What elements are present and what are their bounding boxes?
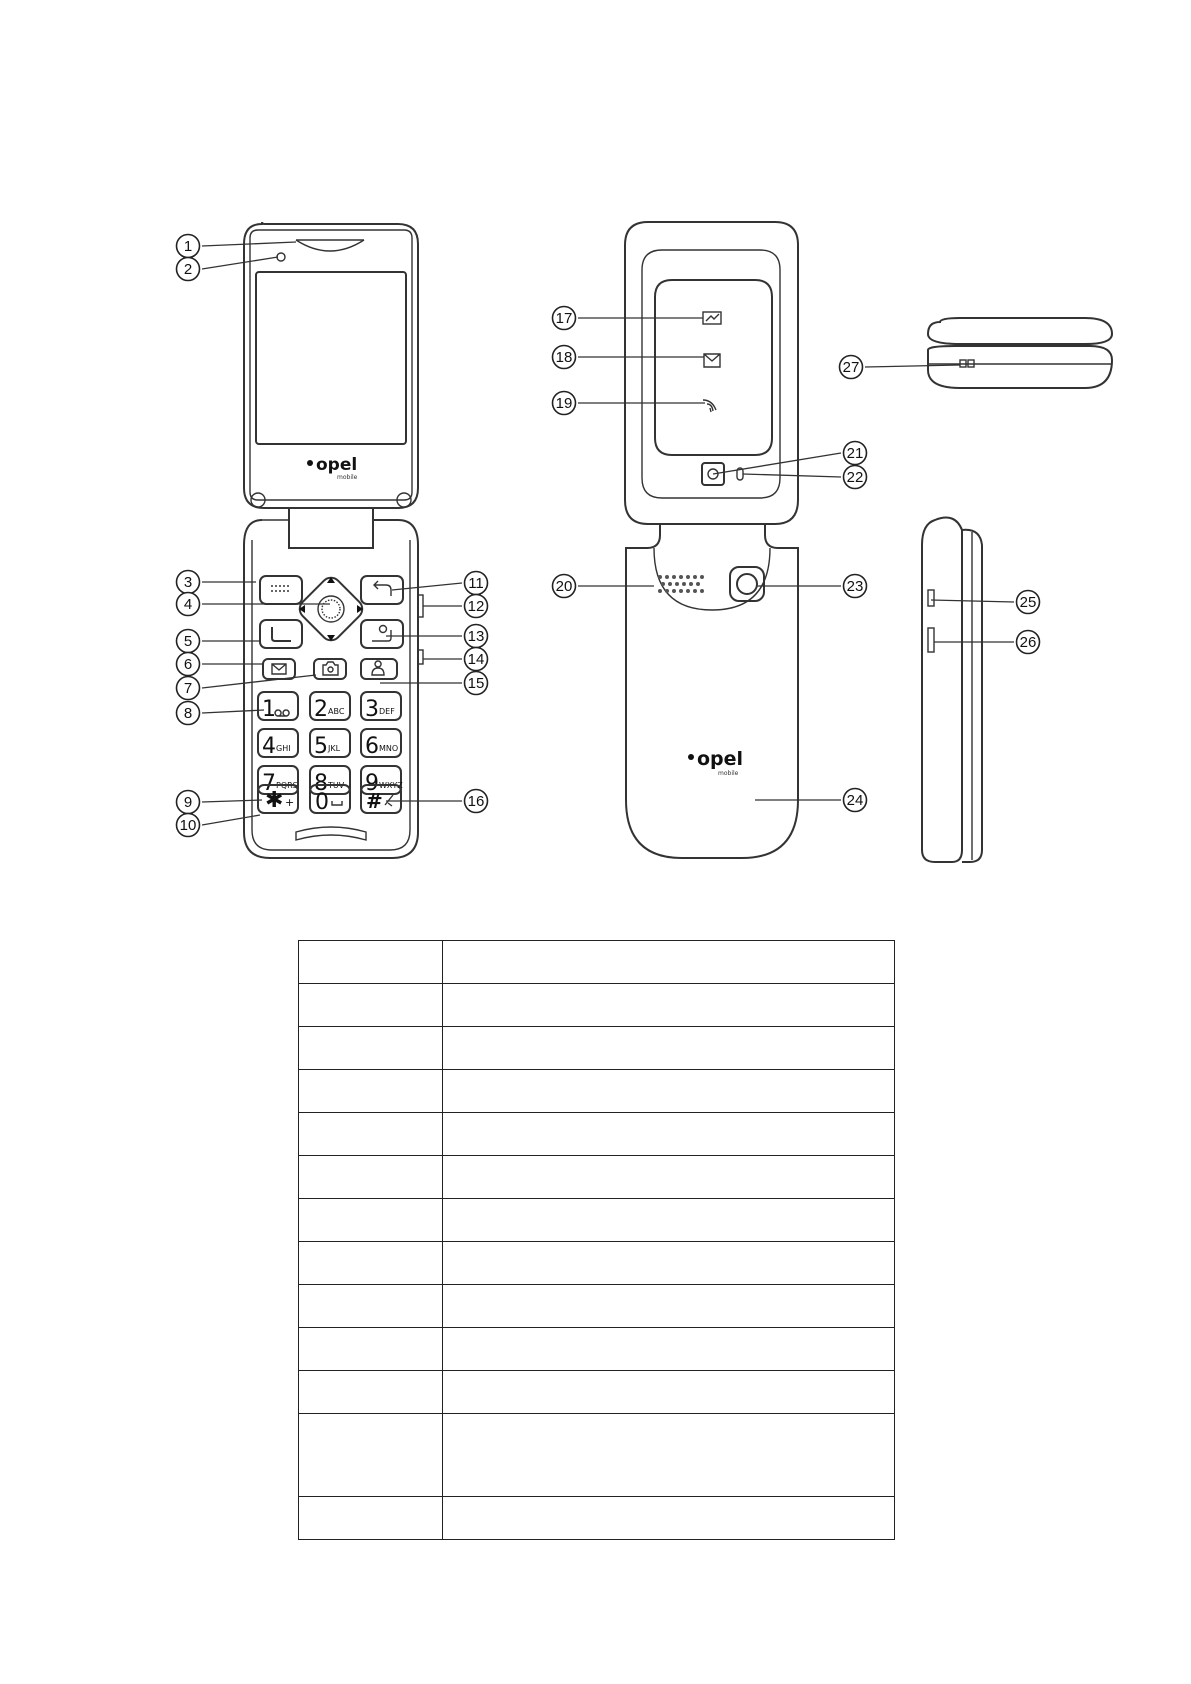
svg-text:9: 9 <box>183 794 193 811</box>
table-cell-number <box>299 1285 443 1328</box>
envelope-icon <box>272 664 286 674</box>
svg-text:8: 8 <box>183 705 193 722</box>
table-row <box>299 1328 895 1371</box>
table-cell-description <box>443 1027 895 1070</box>
callout-25 <box>1017 591 1040 614</box>
front-view <box>244 222 423 858</box>
callout-10 <box>177 814 200 837</box>
table-cell-number <box>299 984 443 1027</box>
table-cell-description <box>443 1156 895 1199</box>
callout-17 <box>553 307 576 330</box>
table-cell-number <box>299 1497 443 1540</box>
svg-text:27: 27 <box>842 359 860 376</box>
rear-camera <box>730 567 764 601</box>
table-row <box>299 1285 895 1328</box>
callout-19 <box>553 392 576 415</box>
svg-text:10: 10 <box>179 817 197 834</box>
svg-text:2: 2 <box>183 261 193 278</box>
table-cell-number <box>299 1156 443 1199</box>
key-digit: 9 <box>365 771 379 796</box>
table-row <box>299 1371 895 1414</box>
table-cell-number <box>299 1027 443 1070</box>
table-cell-description <box>443 1371 895 1414</box>
call-key[interactable] <box>260 620 302 648</box>
svg-text:6: 6 <box>183 656 193 673</box>
table-row <box>299 941 895 984</box>
camera-icon <box>323 662 338 675</box>
table-row <box>299 1113 895 1156</box>
svg-text:16: 16 <box>467 793 485 810</box>
svg-text:11: 11 <box>468 575 484 592</box>
key-letters: WXYZ <box>379 781 403 790</box>
callout-3 <box>177 571 200 594</box>
key-3[interactable] <box>361 692 401 722</box>
table-row <box>299 1242 895 1285</box>
contacts-icon <box>372 661 384 675</box>
voicemail-icon <box>275 710 289 716</box>
table-cell-description <box>443 984 895 1027</box>
callout-1 <box>177 235 200 258</box>
key-digit: 1 <box>262 697 276 722</box>
key-digit: 7 <box>262 771 276 796</box>
message-key[interactable] <box>263 659 295 679</box>
table-cell-description <box>443 1070 895 1113</box>
svg-text:5: 5 <box>183 633 193 650</box>
table-cell-number <box>299 1070 443 1113</box>
callout-21 <box>844 442 867 465</box>
side-view <box>922 518 982 862</box>
table-cell-description <box>443 1328 895 1371</box>
svg-text:3: 3 <box>183 574 193 591</box>
callout-13 <box>465 625 488 648</box>
svg-text:15: 15 <box>467 675 485 692</box>
svg-text:7: 7 <box>183 680 193 697</box>
svg-text:20: 20 <box>555 578 573 595</box>
contacts-key[interactable] <box>361 659 397 679</box>
svg-text:19: 19 <box>555 395 573 412</box>
table-cell-number <box>299 941 443 984</box>
svg-text:14: 14 <box>467 651 485 668</box>
svg-text:18: 18 <box>555 349 573 366</box>
table-cell-description <box>443 1199 895 1242</box>
key-0-digit: 0 <box>315 790 329 815</box>
svg-text:24: 24 <box>846 792 864 809</box>
star-key-label: ✱ <box>265 788 284 813</box>
table-cell-description <box>443 1242 895 1285</box>
table-row <box>299 1070 895 1113</box>
call-icon <box>272 627 291 641</box>
table-cell-description <box>443 1497 895 1540</box>
key-digit: 3 <box>365 697 379 722</box>
key-letters: MNO <box>379 744 399 753</box>
callout-11 <box>465 572 488 595</box>
callout-6 <box>177 653 200 676</box>
svg-text:4: 4 <box>183 596 193 613</box>
sos-button[interactable] <box>928 590 934 606</box>
svg-text:21: 21 <box>846 445 864 462</box>
callout-2 <box>177 258 200 281</box>
callout-14 <box>465 648 488 671</box>
callout-24 <box>844 789 867 812</box>
svg-text:12: 12 <box>467 598 485 615</box>
key-6[interactable] <box>361 729 401 759</box>
table-cell-description <box>443 1285 895 1328</box>
table-cell-number <box>299 1371 443 1414</box>
svg-text:17: 17 <box>555 310 573 327</box>
key-digit: 2 <box>314 697 328 722</box>
callout-markers <box>177 235 1040 837</box>
key-letters: DEF <box>379 707 395 716</box>
svg-text:mobile: mobile <box>337 474 358 481</box>
callout-23 <box>844 575 867 598</box>
svg-text:opel: opel <box>316 455 358 475</box>
front-brand-logo <box>307 455 358 481</box>
table-cell-description <box>443 1414 895 1497</box>
hash-key-label: # <box>366 789 383 813</box>
end-power-key[interactable] <box>361 620 403 648</box>
table-row <box>299 1497 895 1540</box>
back-arrow-icon <box>374 581 391 596</box>
star-key-sub: + <box>285 796 295 809</box>
table-cell-number <box>299 1328 443 1371</box>
svg-text:25: 25 <box>1019 594 1037 611</box>
callout-26 <box>1017 631 1040 654</box>
table-cell-number <box>299 1113 443 1156</box>
callout-15 <box>465 672 488 695</box>
key-5[interactable] <box>310 729 350 759</box>
charging-port-side <box>928 628 934 652</box>
table-row <box>299 1027 895 1070</box>
svg-text:opel: opel <box>697 748 744 770</box>
svg-text:1: 1 <box>183 238 193 255</box>
callout-18 <box>553 346 576 369</box>
key-letters: GHI <box>276 744 291 753</box>
key-digit: 8 <box>314 771 328 796</box>
table-row <box>299 1156 895 1199</box>
navigation-key[interactable] <box>296 574 367 645</box>
key-letters: JKL <box>328 744 341 753</box>
svg-text:26: 26 <box>1019 634 1037 651</box>
callout-9 <box>177 791 200 814</box>
table-cell-description <box>443 941 895 984</box>
numeric-keypad <box>258 692 403 796</box>
callout-27 <box>840 356 863 379</box>
key-letters: ABC <box>328 707 345 716</box>
key-letters: PQRS <box>276 781 298 790</box>
callout-16 <box>465 790 488 813</box>
back-brand-logo <box>688 748 743 777</box>
table-cell-description <box>443 1113 895 1156</box>
svg-text:mobile: mobile <box>718 770 739 777</box>
missed-call-icon <box>703 400 716 412</box>
key-letters: TUV <box>328 781 345 790</box>
table-cell-number <box>299 1242 443 1285</box>
table-cell-number <box>299 1199 443 1242</box>
parts-table <box>298 940 895 1540</box>
menu-key[interactable] <box>260 576 302 604</box>
callout-20 <box>553 575 576 598</box>
callout-7 <box>177 677 200 700</box>
key-1[interactable] <box>258 692 298 722</box>
top-view <box>928 318 1112 388</box>
callout-12 <box>465 595 488 618</box>
table-row <box>299 1414 895 1497</box>
svg-text:23: 23 <box>846 578 864 595</box>
table-row <box>299 984 895 1027</box>
key-4[interactable] <box>258 729 298 759</box>
svg-text:22: 22 <box>846 469 864 486</box>
sms-icon <box>704 354 720 367</box>
key-2[interactable] <box>310 692 350 722</box>
menu-key-icon <box>271 586 290 591</box>
key-digit: 4 <box>262 734 276 759</box>
table-cell-number <box>299 1414 443 1497</box>
table-row <box>299 1199 895 1242</box>
power-icon <box>380 626 387 633</box>
svg-text:13: 13 <box>467 628 485 645</box>
callout-5 <box>177 630 200 653</box>
callout-4 <box>177 593 200 616</box>
key-digit: 5 <box>314 734 328 759</box>
callout-22 <box>844 466 867 489</box>
key-digit: 6 <box>365 734 379 759</box>
callout-8 <box>177 702 200 725</box>
